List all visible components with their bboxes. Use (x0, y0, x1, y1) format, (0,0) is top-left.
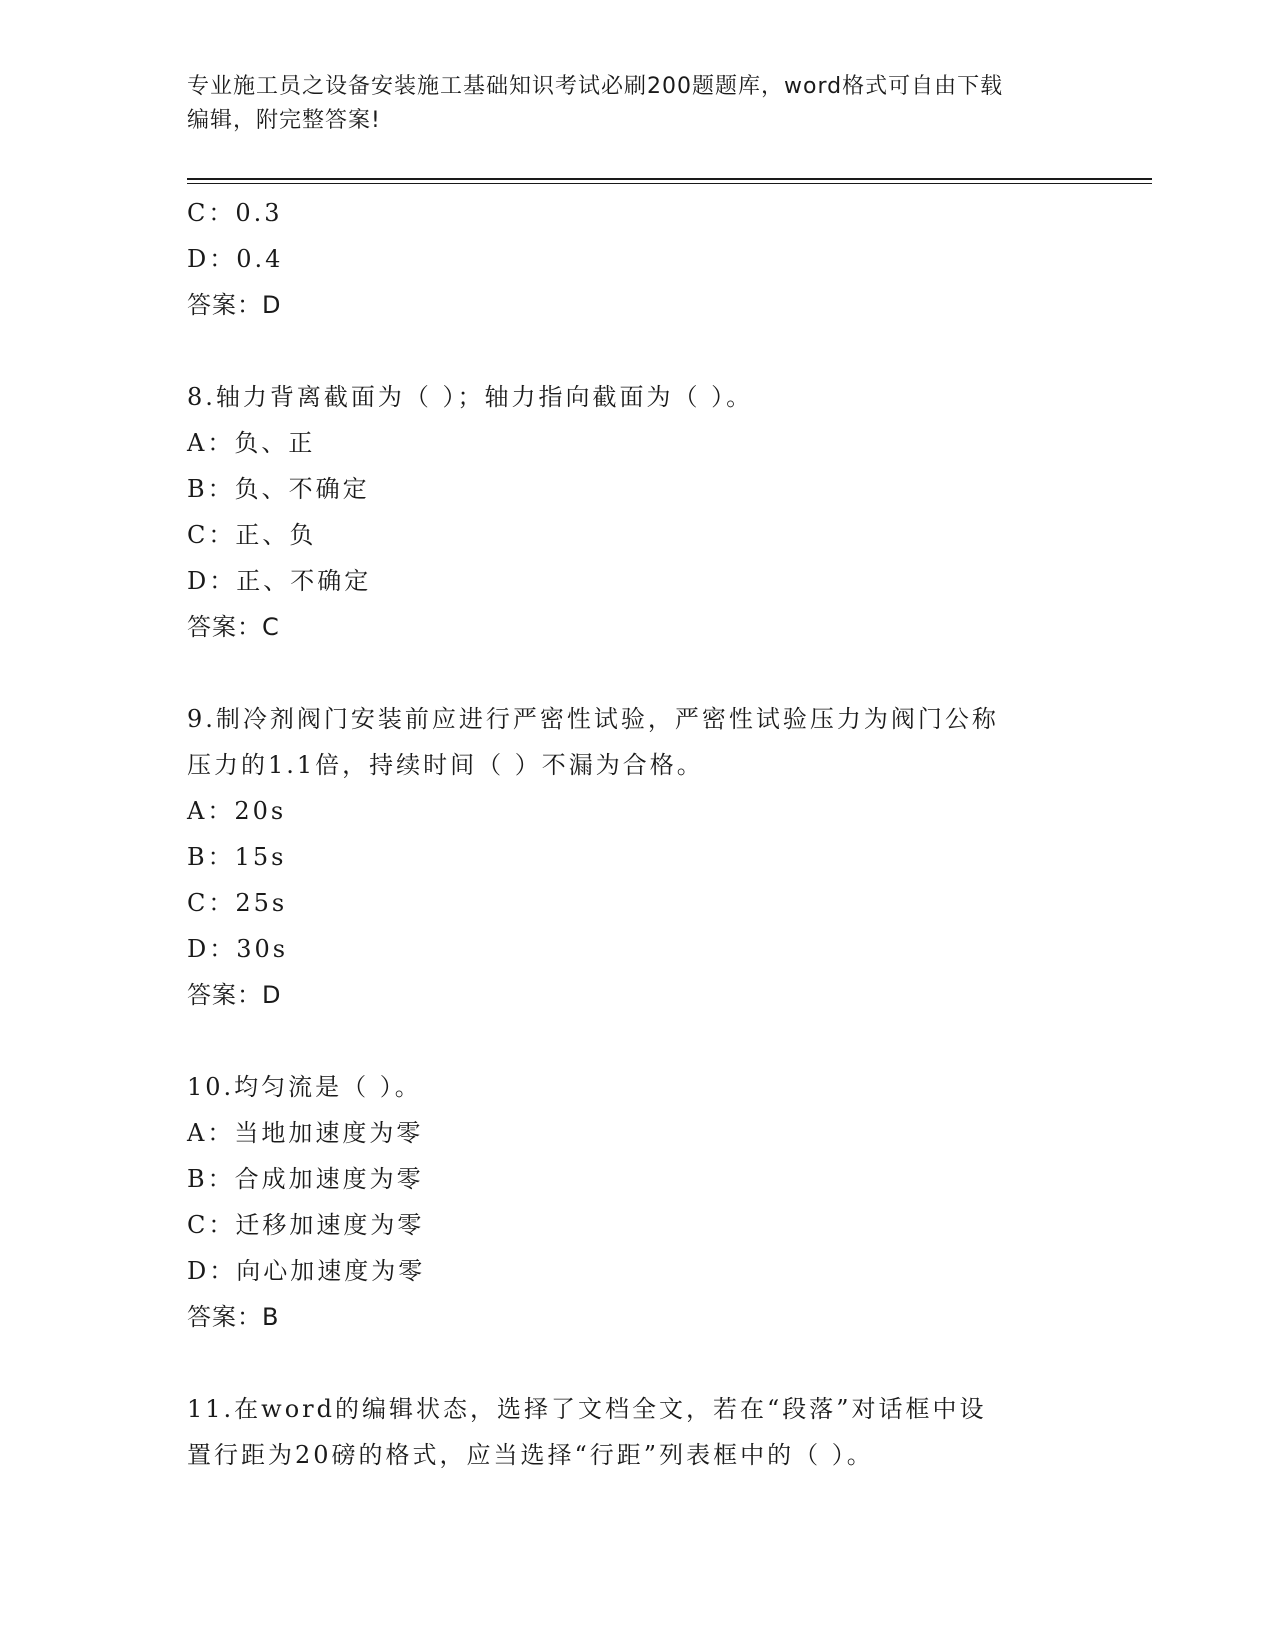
option-d: D：0.4 (187, 245, 284, 273)
header-rule-thick (187, 178, 1152, 180)
answer-line: 答案：B (187, 1303, 280, 1331)
option-d: D：向心加速度为零 (187, 1257, 426, 1285)
header-rule-thin (187, 183, 1152, 184)
header-title-line-1: 专业施工员之设备安装施工基础知识考试必刷200题题库，word格式可自由下载 (187, 74, 1004, 99)
option-c: C：25s (187, 889, 288, 917)
question-8 (187, 374, 1067, 650)
option-c: C：0.3 (187, 199, 283, 227)
option-a: A：负、正 (187, 429, 316, 457)
question-stem-line-2: 压力的1.1倍，持续时间（ ）不漏为合格。 (187, 751, 704, 779)
document-body (187, 190, 1067, 1478)
answer-line: 答案：D (187, 981, 282, 1009)
option-a: A：当地加速度为零 (187, 1119, 424, 1147)
prev-question (187, 190, 1067, 328)
question-9 (187, 696, 1067, 1018)
answer-line: 答案：C (187, 613, 280, 641)
header-title-line-2: 编辑，附完整答案! (187, 108, 381, 133)
question-10 (187, 1064, 1067, 1340)
option-b: B：合成加速度为零 (187, 1165, 424, 1193)
question-stem-line-1: 11.在word的编辑状态，选择了文档全文，若在“段落”对话框中设 (187, 1395, 987, 1423)
question-stem: 10.均匀流是（ ）。 (187, 1073, 422, 1101)
option-d: D：30s (187, 935, 289, 963)
question-11 (187, 1386, 1067, 1478)
option-c: C：迁移加速度为零 (187, 1211, 425, 1239)
document-header (187, 70, 1067, 138)
option-b: B：15s (187, 843, 287, 871)
answer-line: 答案：D (187, 291, 282, 319)
option-a: A：20s (187, 797, 287, 825)
question-stem-line-2: 置行距为20磅的格式，应当选择“行距”列表框中的（ ）。 (187, 1441, 874, 1469)
option-c: C：正、负 (187, 521, 317, 549)
option-b: B：负、不确定 (187, 475, 370, 503)
question-stem-line-1: 9.制冷剂阀门安装前应进行严密性试验，严密性试验压力为阀门公称 (187, 705, 999, 733)
question-stem: 8.轴力背离截面为（ ）；轴力指向截面为（ ）。 (187, 383, 754, 411)
option-d: D：正、不确定 (187, 567, 372, 595)
